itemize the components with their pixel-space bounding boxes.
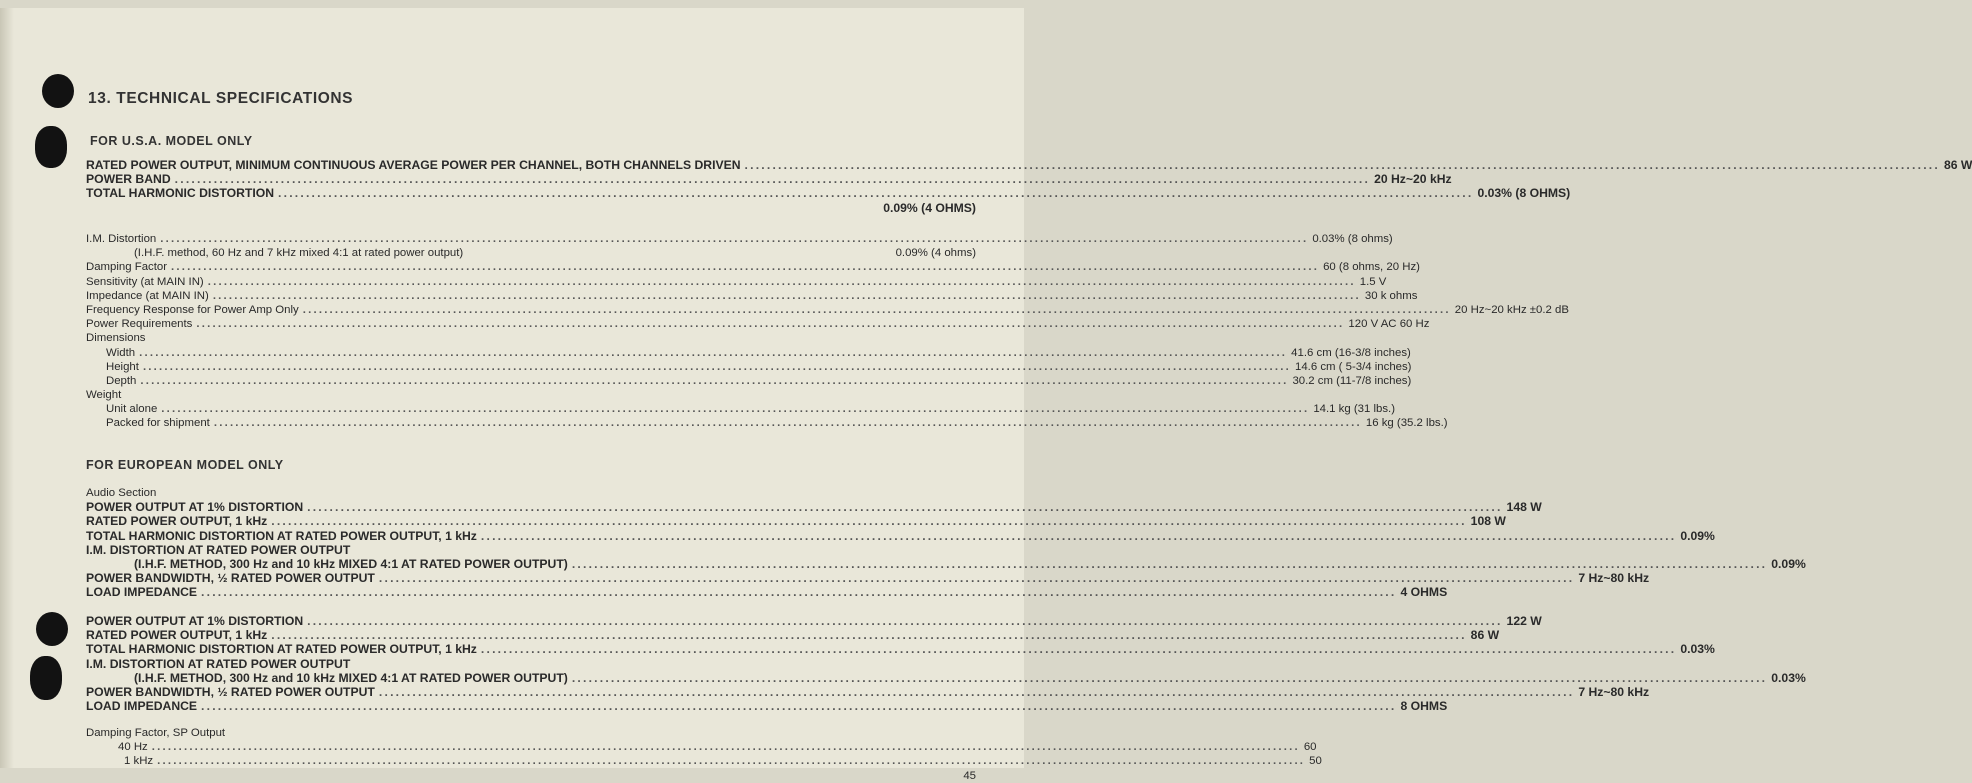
spec-row: TOTAL HARMONIC DISTORTION ..... 0.03% (8 OHMS) [86,186,976,200]
spec-row: (I.H.F. method, 60 Hz and 7 kHz mixed 4:1 at rated power output) 0.09% (4 ohms) [134,247,976,260]
binder-hole [35,126,67,168]
binder-hole [36,612,68,646]
spec-row: TOTAL HARMONIC DISTORTION AT RATED POWER OUTPUT, 1 kHz ..... 0.03% [86,642,976,656]
spec-page [0,8,1972,782]
spec-row: Packed for shipment ..... 16 kg (35.2 lbs.) [86,416,976,430]
spec-row: Sensitivity (at MAIN IN) ..... 1.5 V [86,275,976,289]
page-title: 13. TECHNICAL SPECIFICATIONS [88,90,354,107]
spec-row: POWER OUTPUT AT 1% DISTORTION ..... 148 W [86,500,976,514]
spec-row: RATED POWER OUTPUT, 1 kHz ..... 108 W [86,514,976,528]
spec-row: I.M. DISTORTION AT RATED POWER OUTPUT [86,542,351,557]
spec-row: (I.H.F. METHOD, 300 Hz and 10 kHz MIXED 4:1 AT RATED POWER OUTPUT) ..... 0.03% [86,671,976,685]
spec-row: Depth ..... 30.2 cm (11-7/8 inches) [86,374,976,388]
spec-row: (I.H.F. METHOD, 300 Hz and 10 kHz MIXED 4:1 AT RATED POWER OUTPUT) ..... 0.09% [86,557,976,571]
spec-row: POWER BANDWIDTH, ½ RATED POWER OUTPUT ..... 7 Hz~80 kHz [86,571,976,585]
spec-row: POWER BAND ..... 20 Hz~20 kHz [86,172,976,186]
binder-hole [42,74,74,108]
spec-row: Weight [86,389,122,402]
spec-row: 1 kHz ..... 50 [86,754,976,768]
spec-row: Unit alone ..... 14.1 kg (31 lbs.) [86,402,976,416]
europe-block-2 [86,614,1806,714]
spec-row: Impedance (at MAIN IN) ..... 30 k ohms [86,289,976,303]
spec-row: LOAD IMPEDANCE ..... 4 OHMS [86,585,976,599]
page-gutter [0,8,14,768]
spec-row: I.M. DISTORTION AT RATED POWER OUTPUT [86,656,351,671]
damping-block [86,726,1322,783]
spec-row: Power Requirements ..... 120 V AC 60 Hz [86,317,976,331]
usa-spec-block [86,232,1569,431]
spec-row: Damping Factor ..... 60 (8 ohms, 20 Hz) [86,260,976,274]
europe-block-1 [86,486,1806,600]
spec-row: Height ..... 14.6 cm ( 5-3/4 inches) [86,360,976,374]
spec-row: 40 Hz ..... 60 [86,740,976,754]
spec-row: Frequency Response for Power Amp Only ..... 20 Hz~20 kHz ±0.2 dB [86,303,976,317]
europe-heading: FOR EUROPEAN MODEL ONLY [86,458,284,472]
spec-row: 0.09% (4 OHMS) [883,200,976,215]
spec-row: POWER BANDWIDTH, ½ RATED POWER OUTPUT ..... 7 Hz~80 kHz [86,685,976,699]
spec-row: I.M. Distortion ..... 0.03% (8 ohms) [86,232,976,246]
binder-hole [30,656,62,700]
section-label: Audio Section [86,487,157,499]
spec-row: Width ..... 41.6 cm (16-3/8 inches) [86,346,976,360]
spec-row: RATED POWER OUTPUT, MINIMUM CONTINUOUS AVERAGE POWER PER CHANNEL, BOTH CHANNELS DRIVEN ..... 86 W [86,158,976,172]
usa-rated-block [86,158,1972,215]
section-label: Damping Factor, SP Output [86,727,226,739]
spec-row: Dimensions [86,332,146,345]
spec-row: RATED POWER OUTPUT, 1 kHz ..... 86 W [86,628,976,642]
spec-row: LOAD IMPEDANCE ..... 8 OHMS [86,699,976,713]
spec-row: 45 [963,769,976,782]
usa-heading: FOR U.S.A. MODEL ONLY [90,134,253,148]
spec-row: TOTAL HARMONIC DISTORTION AT RATED POWER OUTPUT, 1 kHz ..... 0.09% [86,529,976,543]
spec-row: POWER OUTPUT AT 1% DISTORTION ..... 122 W [86,614,976,628]
